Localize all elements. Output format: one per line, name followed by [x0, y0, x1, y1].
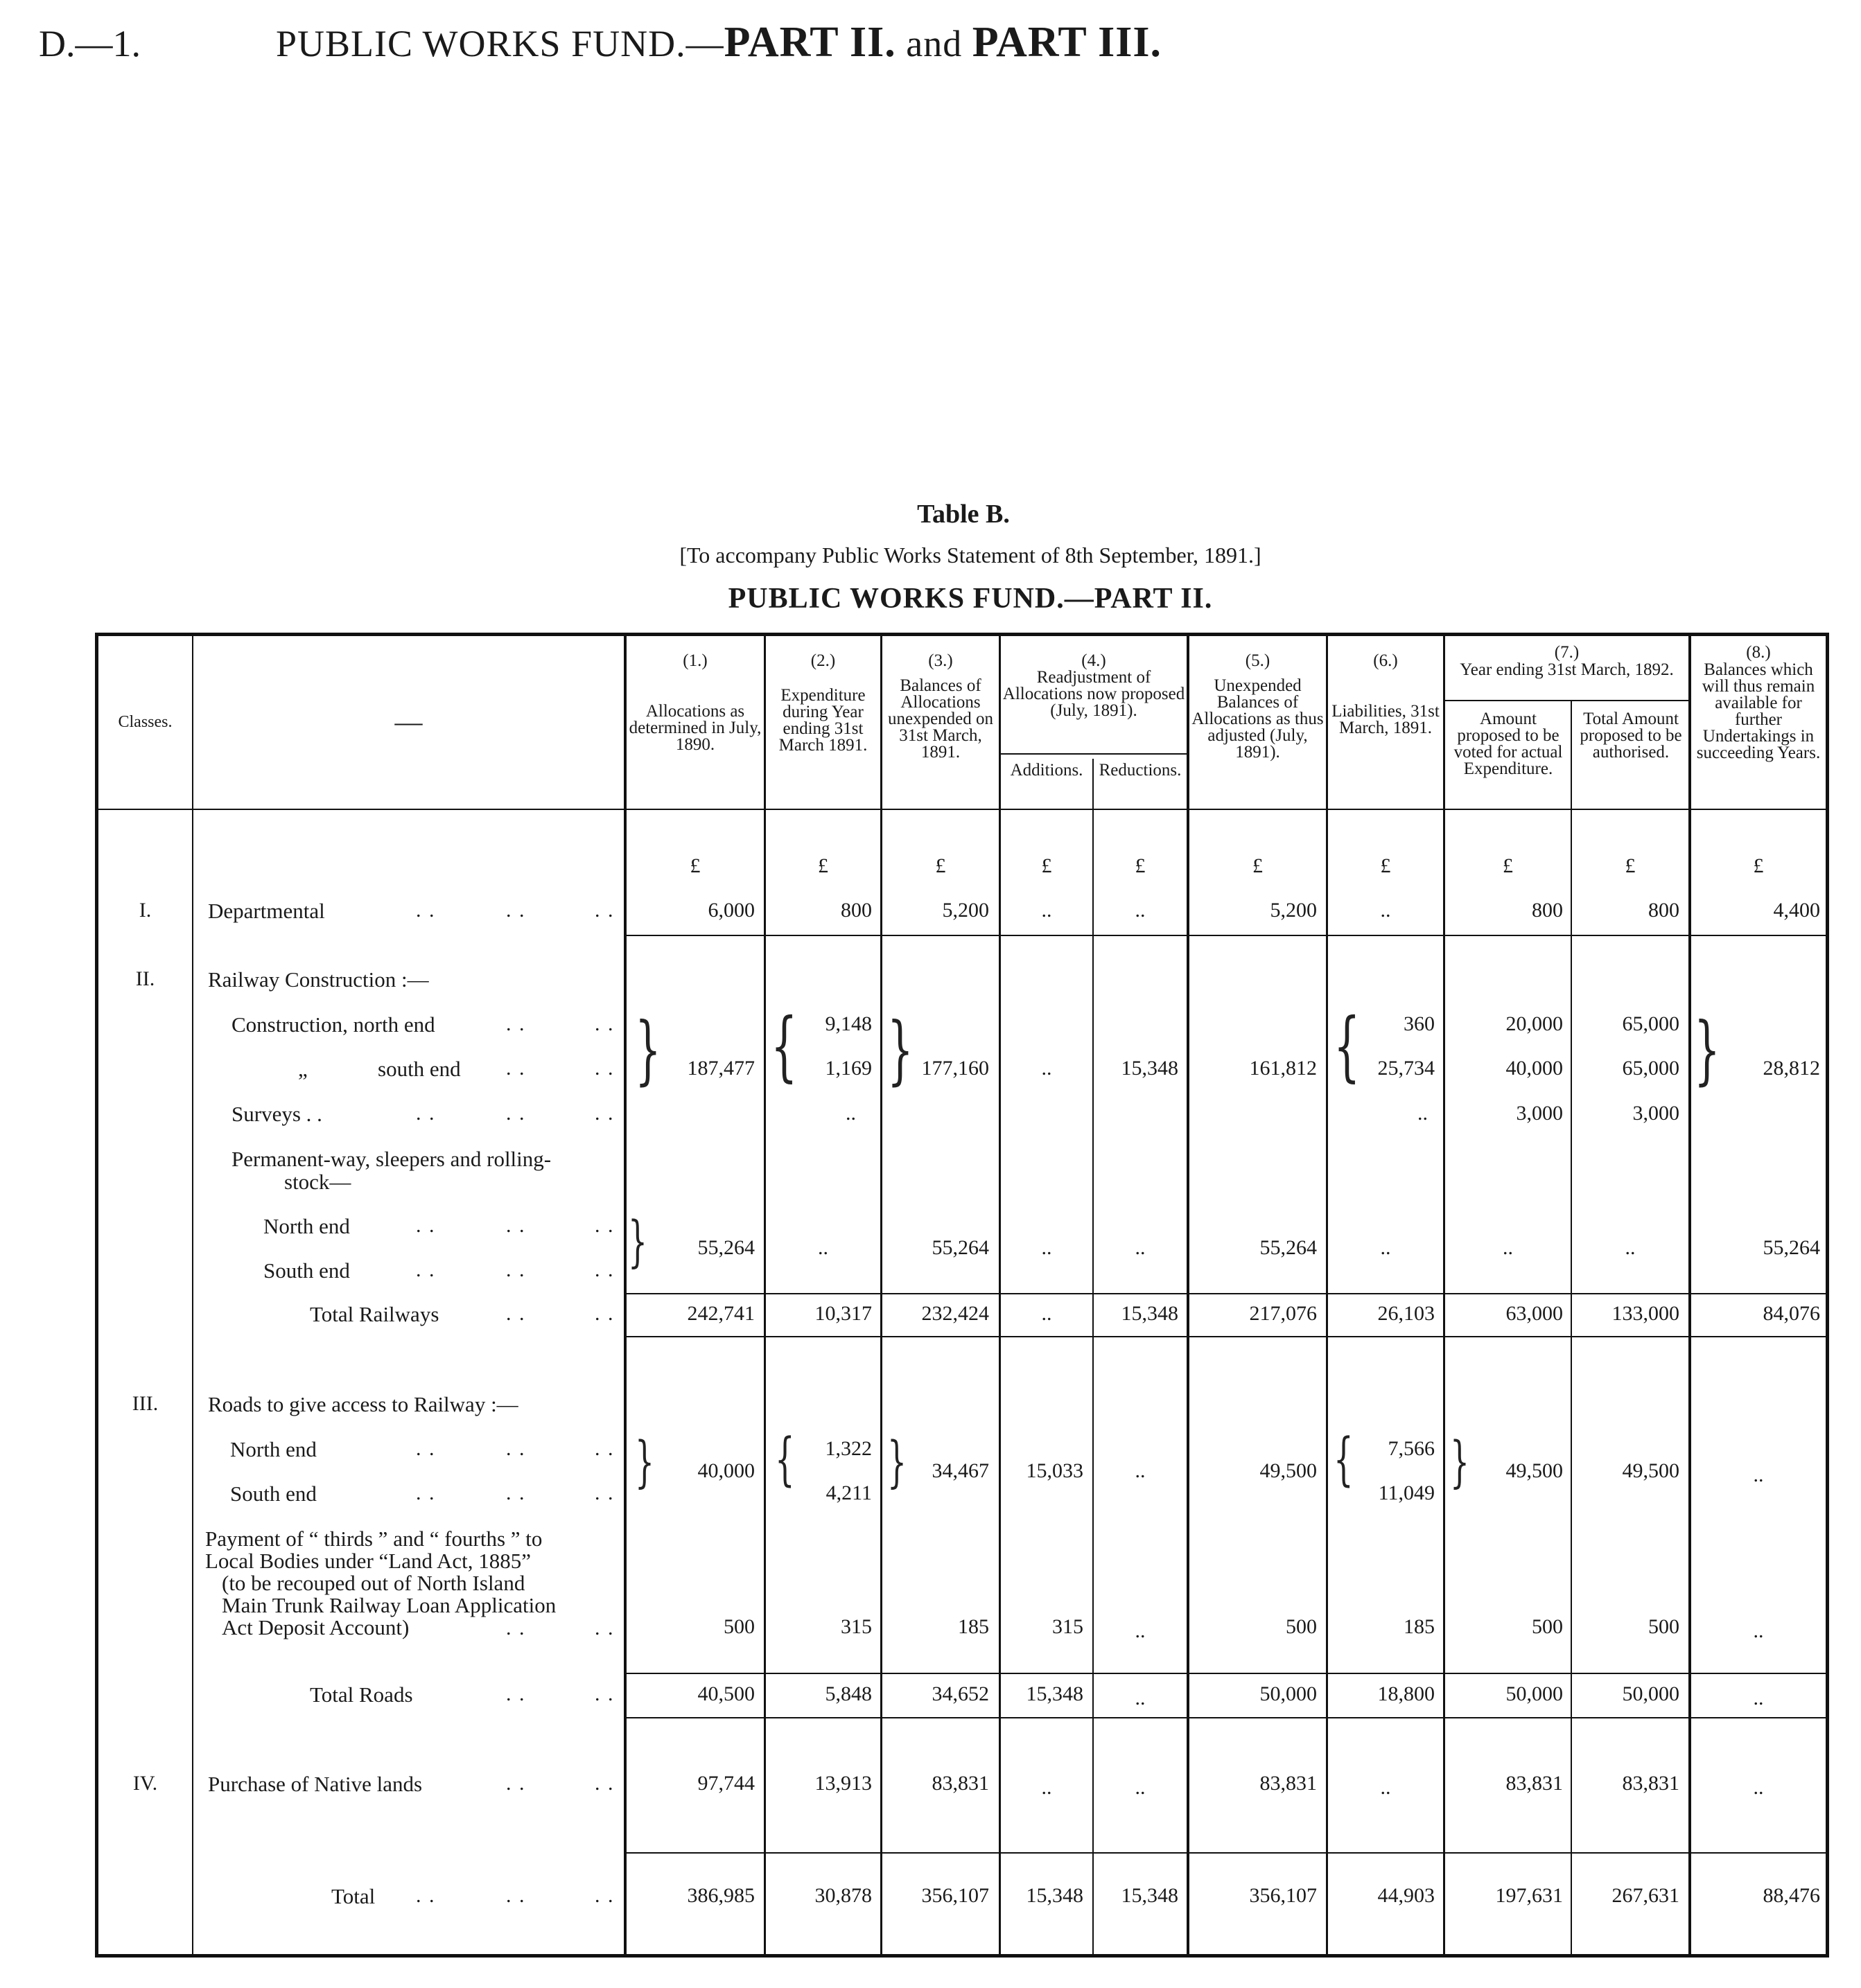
label-total-roads: Total Roads — [310, 1682, 413, 1707]
label-railway: Railway Construction :— — [208, 967, 429, 992]
dots-rail-north-2: . . — [595, 1012, 615, 1035]
native-c7a: 83,831 — [1505, 1772, 1563, 1795]
col-line-7 — [1187, 633, 1189, 1958]
header-c7-text: Year ending 31st March, 1892. — [1460, 660, 1674, 679]
rail-total-c7a: 63,000 — [1505, 1302, 1563, 1325]
rule-road-total-top — [624, 1673, 1829, 1674]
perm-c8: 55,264 — [1763, 1236, 1820, 1259]
title-prefix: PUBLIC WORKS FUND.— — [276, 23, 724, 64]
currency-c3: £ — [935, 854, 946, 877]
label-departmental: Departmental — [208, 899, 325, 923]
header-c8-num: (8.) — [1746, 643, 1771, 662]
rail-north-c2: 9,148 — [825, 1012, 872, 1035]
native-c4a: .. — [1041, 1776, 1052, 1799]
col-line-11 — [1688, 633, 1691, 1958]
roads-total-c8: .. — [1753, 1687, 1764, 1709]
header-c1-text: Allocations as determined in July, 1890. — [629, 702, 762, 754]
header-c2-text: Expenditure during Year ending 31st March 1891. — [778, 686, 868, 755]
pay-c8: .. — [1753, 1619, 1764, 1642]
pay-c2: 315 — [841, 1615, 872, 1638]
dots-rail-north-1: . . — [506, 1012, 526, 1035]
pay-c1: 500 — [724, 1615, 755, 1638]
rule-rail-total-top — [624, 1293, 1829, 1294]
brace-roads-c2: { — [775, 1427, 795, 1493]
dots-perm-south-2: . . — [506, 1258, 526, 1281]
dots-roads-north-2: . . — [506, 1437, 526, 1460]
roads-north-c2: 1,322 — [825, 1437, 872, 1460]
roads-total-c2: 5,848 — [825, 1682, 872, 1705]
brace-roads-c7: } — [1450, 1430, 1469, 1494]
dots-roads-total-1: . . — [506, 1682, 526, 1705]
roads-total-c4a: 15,348 — [1026, 1682, 1083, 1705]
col-line-5 — [999, 633, 1001, 1958]
label-roads-south: South end — [230, 1481, 317, 1506]
label-total-railways: Total Railways — [310, 1302, 439, 1326]
header-dash: — — [394, 706, 423, 737]
native-c7b: 83,831 — [1622, 1772, 1679, 1795]
brace-rail-c2: { — [771, 1001, 798, 1090]
brace-roads-c3: } — [887, 1430, 907, 1494]
currency-c4a: £ — [1041, 854, 1052, 877]
rule-dept — [624, 935, 1829, 936]
rail-north-c7b: 65,000 — [1622, 1012, 1679, 1035]
dots-roads-north-3: . . — [595, 1437, 615, 1460]
col-line-9 — [1443, 633, 1445, 1958]
label-perm-2: stock— — [284, 1170, 351, 1194]
roads-group-c4b: .. — [1135, 1459, 1146, 1482]
header-c1-num: (1.) — [683, 651, 708, 670]
c4-subrule — [999, 753, 1187, 755]
dots-dept-1: . . — [416, 899, 436, 922]
dots-native-2: . . — [595, 1772, 615, 1795]
dots-total-1: . . — [416, 1884, 436, 1907]
rail-surveys-c2: .. — [846, 1102, 856, 1125]
brace-rail-c6: { — [1334, 1001, 1361, 1090]
dots-roads-south-3: . . — [595, 1481, 615, 1504]
label-roads: Roads to give access to Railway :— — [208, 1392, 518, 1416]
dots-perm-north-3: . . — [595, 1214, 615, 1237]
dept-c7a: 800 — [1532, 899, 1563, 922]
perm-c1: 55,264 — [697, 1236, 755, 1259]
rule-grand-total — [624, 1852, 1829, 1854]
roads-total-c4b: .. — [1135, 1687, 1146, 1709]
native-c3: 83,831 — [932, 1772, 989, 1795]
roads-total-c7a: 50,000 — [1505, 1682, 1563, 1705]
total-c4a: 15,348 — [1026, 1884, 1083, 1907]
native-c1: 97,744 — [697, 1772, 755, 1795]
pay-c5: 500 — [1286, 1615, 1317, 1638]
dept-c6: .. — [1380, 899, 1391, 922]
total-c6: 44,903 — [1377, 1884, 1435, 1907]
table-heading: PUBLIC WORKS FUND.—PART II. — [728, 583, 1213, 615]
header-c4-text: Readjustment of Allocations now proposed (July, 1891). — [1002, 668, 1185, 720]
currency-c7b: £ — [1625, 854, 1636, 877]
title-part2: PART II. — [724, 19, 896, 66]
dept-c5: 5,200 — [1270, 899, 1317, 922]
dots-rail-total-1: . . — [506, 1302, 526, 1325]
perm-c7a: .. — [1503, 1236, 1513, 1259]
label-payment-3: (to be recouped out of North Island — [222, 1571, 525, 1595]
perm-c6: .. — [1380, 1236, 1391, 1259]
brace-rail-c1: } — [635, 1007, 661, 1093]
rail-surveys-c7b: 3,000 — [1632, 1102, 1679, 1125]
header-c4-num: (4.) — [1081, 651, 1106, 670]
header-c3-text: Balances of Allocations unexpended on 31st March, 1891. — [887, 676, 994, 762]
title-and: and — [906, 23, 963, 64]
header-rule — [95, 809, 1829, 810]
currency-c1: £ — [690, 854, 701, 877]
rail-total-c6: 26,103 — [1377, 1302, 1435, 1325]
table-label: Table B. — [917, 500, 1010, 529]
dots-rail-surveys-3: . . — [595, 1102, 615, 1125]
rail-group-c3: 177,160 — [921, 1057, 989, 1080]
header-c6-text: Liabilities, 31st March, 1891. — [1331, 702, 1440, 737]
class-iii: III. — [132, 1392, 159, 1415]
page-title — [276, 18, 1162, 67]
label-payment-4: Main Trunk Railway Loan Application — [222, 1593, 557, 1617]
dept-c1: 6,000 — [708, 899, 755, 922]
col-line-1 — [192, 633, 193, 1958]
rail-north-c7a: 20,000 — [1505, 1012, 1563, 1035]
roads-north-c6: 7,566 — [1388, 1437, 1435, 1460]
brace-rail-c3: } — [887, 1007, 914, 1093]
roads-total-c1: 40,500 — [697, 1682, 755, 1705]
roads-group-c5: 49,500 — [1259, 1459, 1317, 1482]
total-c3: 356,107 — [921, 1884, 989, 1907]
dots-roads-south-1: . . — [416, 1481, 436, 1504]
rule-rail-total-bottom — [624, 1336, 1829, 1337]
class-i: I. — [139, 899, 152, 922]
label-grand-total: Total — [331, 1884, 376, 1908]
currency-c5: £ — [1252, 854, 1263, 877]
rail-total-c2: 10,317 — [814, 1302, 872, 1325]
brace-roads-c6: { — [1334, 1427, 1354, 1493]
total-c4b: 15,348 — [1121, 1884, 1178, 1907]
header-c3-num: (3.) — [928, 651, 953, 670]
ditto-mark: „ — [298, 1057, 308, 1081]
rail-group-c1: 187,477 — [687, 1057, 755, 1080]
perm-c2: .. — [818, 1236, 828, 1259]
rail-south-c6: 25,734 — [1377, 1057, 1435, 1080]
label-rail-south: south end — [378, 1057, 461, 1081]
border-top — [95, 633, 1829, 636]
rail-surveys-c6: .. — [1417, 1102, 1428, 1125]
header-c6-num: (6.) — [1373, 651, 1398, 670]
native-c4b: .. — [1135, 1776, 1146, 1799]
dots-roads-north-1: . . — [416, 1437, 436, 1460]
dots-rail-south-2: . . — [595, 1057, 615, 1080]
perm-c5: 55,264 — [1259, 1236, 1317, 1259]
label-perm-south: South end — [263, 1258, 350, 1283]
dots-perm-south-3: . . — [595, 1258, 615, 1281]
c7-subrule — [1443, 700, 1688, 701]
header-c7a: Amount proposed to be voted for actual Expenditure. — [1453, 710, 1563, 778]
dots-perm-south-1: . . — [416, 1258, 436, 1281]
perm-c7b: .. — [1625, 1236, 1636, 1259]
roads-group-c3: 34,467 — [932, 1459, 989, 1482]
pay-c7b: 500 — [1648, 1615, 1679, 1638]
pay-c3: 185 — [958, 1615, 989, 1638]
currency-c6: £ — [1380, 854, 1391, 877]
native-c2: 13,913 — [814, 1772, 872, 1795]
total-c7b: 267,631 — [1611, 1884, 1679, 1907]
dots-native-1: . . — [506, 1772, 526, 1795]
label-rail-north: Construction, north end — [231, 1012, 435, 1037]
rail-total-c1: 242,741 — [687, 1302, 755, 1325]
rail-total-c4a: .. — [1041, 1302, 1052, 1325]
roads-group-c1: 40,000 — [697, 1459, 755, 1482]
rail-group-c5: 161,812 — [1249, 1057, 1317, 1080]
header-c5-text: Unexpended Balances of Allocations as thus adjusted (July, 1891). — [1191, 676, 1324, 762]
rail-total-c8: 84,076 — [1763, 1302, 1820, 1325]
native-c6: .. — [1380, 1776, 1391, 1799]
dots-payment-1: . . — [506, 1617, 526, 1639]
rail-group-c8: 28,812 — [1763, 1057, 1820, 1080]
native-c5: 83,831 — [1259, 1772, 1317, 1795]
dots-payment-2: . . — [595, 1617, 615, 1639]
dept-c4b: .. — [1135, 899, 1146, 922]
roads-group-c4a: 15,033 — [1026, 1459, 1083, 1482]
perm-c4b: .. — [1135, 1236, 1146, 1259]
total-c5: 356,107 — [1249, 1884, 1317, 1907]
dots-total-2: . . — [506, 1884, 526, 1907]
pay-c4a: 315 — [1052, 1615, 1083, 1638]
dept-c4a: .. — [1041, 899, 1052, 922]
native-c8: .. — [1753, 1776, 1764, 1799]
header-classes: Classes. — [118, 713, 173, 731]
roads-total-c3: 34,652 — [932, 1682, 989, 1705]
dots-dept-2: . . — [506, 899, 526, 922]
dots-rail-south-1: . . — [506, 1057, 526, 1080]
dots-roads-total-2: . . — [595, 1682, 615, 1705]
header-c7-num: (7.) — [1554, 643, 1580, 662]
pay-c7a: 500 — [1532, 1615, 1563, 1638]
class-ii: II. — [135, 967, 155, 990]
pay-c4b: .. — [1135, 1619, 1146, 1642]
roads-total-c6: 18,800 — [1377, 1682, 1435, 1705]
rail-south-c7a: 40,000 — [1505, 1057, 1563, 1080]
document-code: D.—1. — [39, 23, 141, 64]
border-left — [95, 633, 98, 1958]
table-note: [To accompany Public Works Statement of 8th September, 1891.] — [679, 543, 1261, 568]
col-line-10 — [1571, 701, 1572, 1958]
pay-c6: 185 — [1404, 1615, 1435, 1638]
header-c4a: Additions. — [1010, 761, 1083, 780]
dots-dept-3: . . — [595, 899, 615, 922]
rail-south-c2: 1,169 — [825, 1057, 872, 1080]
rail-surveys-c7a: 3,000 — [1516, 1102, 1563, 1125]
roads-south-c6: 11,049 — [1378, 1481, 1435, 1504]
label-perm-north: North end — [263, 1214, 350, 1238]
label-native-lands: Purchase of Native lands — [208, 1772, 423, 1796]
total-c7a: 197,631 — [1495, 1884, 1563, 1907]
dots-total-3: . . — [595, 1884, 615, 1907]
dots-roads-south-2: . . — [506, 1481, 526, 1504]
dots-rail-surveys-1: . . — [416, 1102, 436, 1125]
brace-roads-c1: } — [635, 1430, 654, 1494]
dots-perm-north-2: . . — [506, 1214, 526, 1237]
dots-rail-total-2: . . — [595, 1302, 615, 1325]
col-line-4 — [880, 633, 882, 1958]
header-c2-num: (2.) — [810, 651, 836, 670]
total-c2: 30,878 — [814, 1884, 872, 1907]
currency-c2: £ — [818, 854, 828, 877]
col-line-8 — [1326, 633, 1328, 1958]
roads-total-c7b: 50,000 — [1622, 1682, 1679, 1705]
total-c8: 88,476 — [1763, 1884, 1820, 1907]
dots-perm-north-1: . . — [416, 1214, 436, 1237]
label-rail-surveys: Surveys . . — [231, 1102, 322, 1126]
label-roads-north: North end — [230, 1437, 317, 1461]
perm-c3: 55,264 — [932, 1236, 989, 1259]
total-c1: 386,985 — [687, 1884, 755, 1907]
brace-perm-label: } — [628, 1209, 647, 1274]
label-perm-1: Permanent-way, sleepers and rolling- — [231, 1147, 552, 1171]
label-payment-5: Act Deposit Account) — [222, 1615, 410, 1639]
class-iv: IV. — [132, 1772, 158, 1795]
header-c4b: Reductions. — [1099, 761, 1182, 780]
rail-group-c4b: 15,348 — [1121, 1057, 1178, 1080]
border-bottom — [95, 1954, 1829, 1958]
dept-c2: 800 — [841, 899, 872, 922]
col-line-2 — [624, 633, 627, 1958]
header-c8-text: Balances which will thus remain available for further Undertakings in succeeding Years. — [1696, 660, 1821, 762]
brace-rail-c8: } — [1694, 1007, 1720, 1093]
roads-total-c5: 50,000 — [1259, 1682, 1317, 1705]
dept-c8: 4,400 — [1773, 899, 1820, 922]
roads-group-c7a: 49,500 — [1505, 1459, 1563, 1482]
header-c7b: Total Amount proposed to be authorised. — [1580, 710, 1682, 762]
rail-group-c4a: .. — [1041, 1057, 1052, 1080]
rail-south-c7b: 65,000 — [1622, 1057, 1679, 1080]
dept-c7b: 800 — [1648, 899, 1679, 922]
rail-total-c5: 217,076 — [1249, 1302, 1317, 1325]
dept-c3: 5,200 — [942, 899, 989, 922]
dots-rail-surveys-2: . . — [506, 1102, 526, 1125]
title-part3: PART III. — [972, 19, 1162, 66]
rail-total-c3: 232,424 — [921, 1302, 989, 1325]
roads-group-c8: .. — [1753, 1463, 1764, 1486]
perm-c4a: .. — [1041, 1236, 1052, 1259]
col-line-3 — [764, 633, 766, 1958]
currency-c8: £ — [1753, 854, 1764, 877]
label-payment-2: Local Bodies under “Land Act, 1885” — [205, 1549, 532, 1573]
currency-c7a: £ — [1503, 854, 1513, 877]
currency-c4b: £ — [1135, 854, 1146, 877]
rail-total-c4b: 15,348 — [1121, 1302, 1178, 1325]
border-right — [1826, 633, 1829, 1958]
rail-north-c6: 360 — [1404, 1012, 1435, 1035]
roads-group-c7b: 49,500 — [1622, 1459, 1679, 1482]
rule-road-total-bottom — [624, 1717, 1829, 1718]
rail-total-c7b: 133,000 — [1611, 1302, 1679, 1325]
roads-south-c2: 4,211 — [825, 1481, 872, 1504]
header-c5-num: (5.) — [1245, 651, 1270, 670]
label-payment-1: Payment of “ thirds ” and “ fourths ” to — [205, 1527, 543, 1551]
